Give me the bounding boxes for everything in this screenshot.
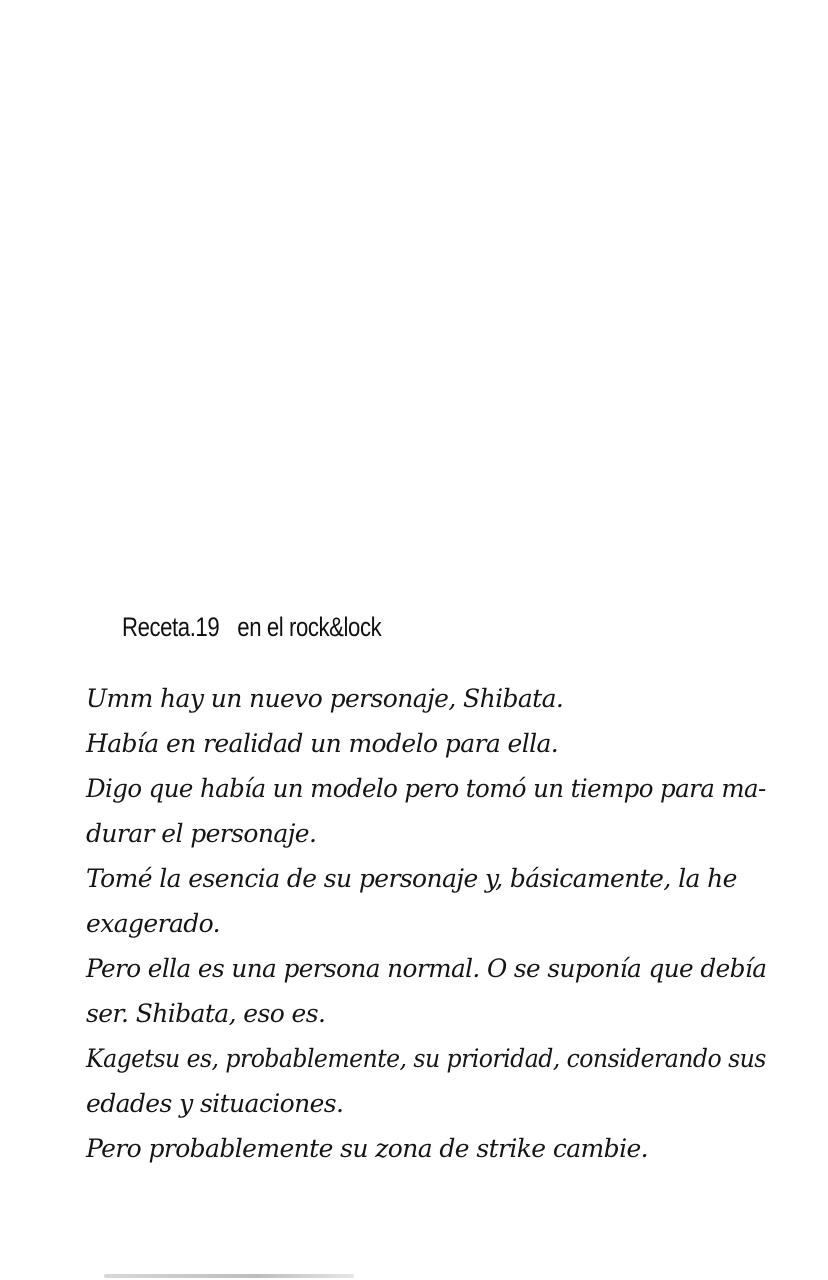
note-line: Kagetsu es, probablemente, su prioridad, considerando sus (86, 1044, 766, 1073)
note-line: Pero ella es una persona normal. O se suponía que debía (86, 954, 767, 983)
chapter-number: Receta.19 (122, 612, 220, 642)
note-line: durar el personaje. (86, 819, 317, 848)
chapter-heading (122, 612, 381, 643)
note-line: edades y situaciones. (86, 1089, 344, 1118)
note-line: exagerado. (86, 909, 221, 938)
note-line: Pero probablemente su zona de strike cambie. (86, 1134, 649, 1163)
chapter-title: en el rock&lock (237, 612, 382, 642)
note-line: Tomé la esencia de su personaje y, básicamente, la he (86, 864, 737, 893)
note-line: Había en realidad un modelo para ella. (86, 729, 559, 758)
bottom-scan-edge (104, 1274, 354, 1278)
handwritten-author-notes (86, 676, 766, 1171)
note-line: Umm hay un nuevo personaje, Shibata. (86, 684, 564, 713)
note-line: ser. Shibata, eso es. (86, 999, 326, 1028)
note-line: Digo que había un modelo pero tomó un tiempo para ma- (86, 774, 766, 803)
